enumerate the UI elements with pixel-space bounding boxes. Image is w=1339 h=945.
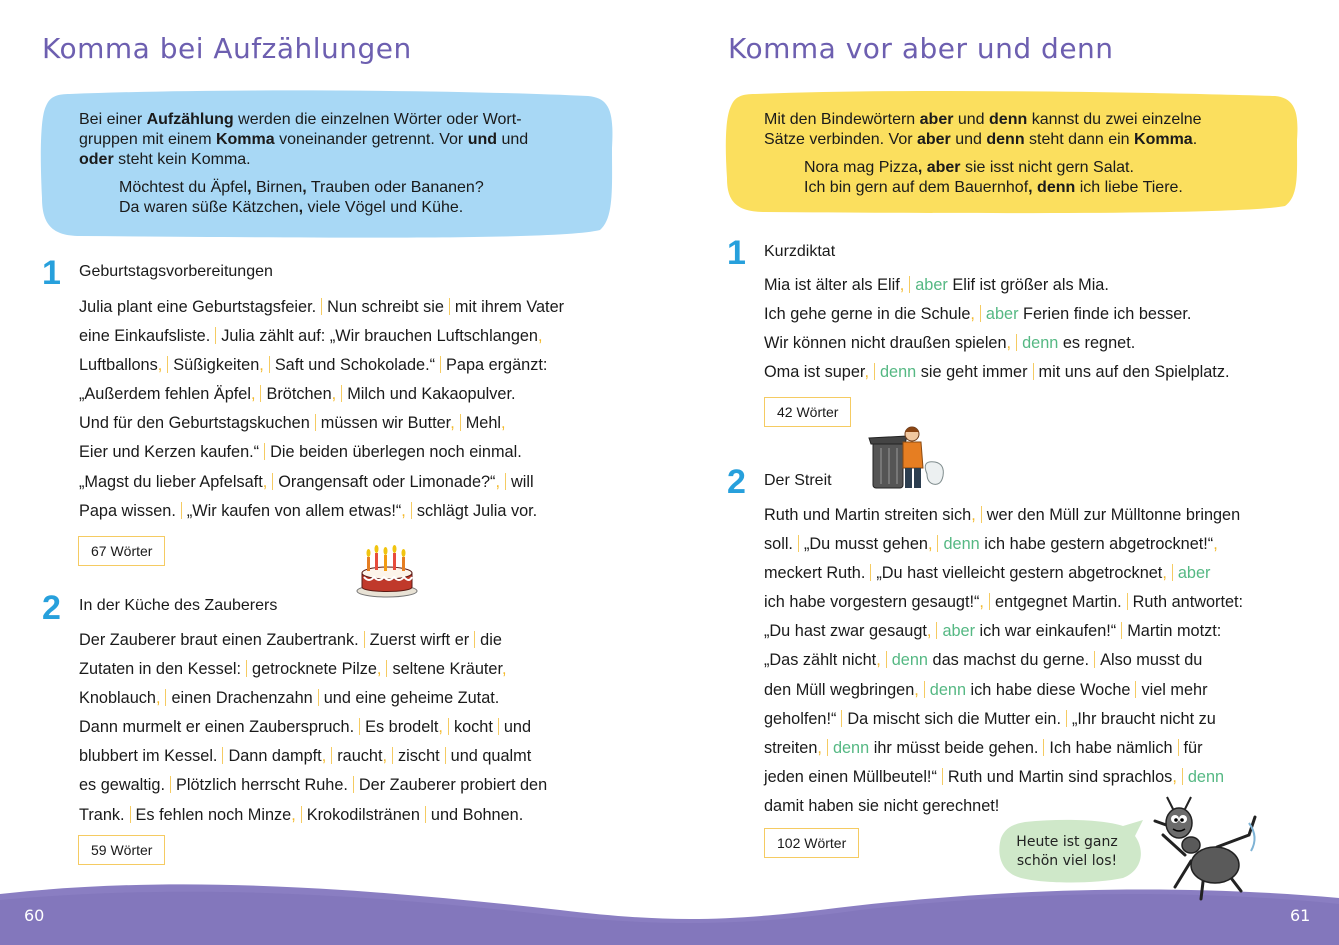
text-line: [764, 646, 1243, 675]
segment-text: Der Zauberer probiert den: [358, 776, 548, 795]
conjunction-word: denn: [879, 363, 917, 382]
segment-text: Oma ist super: [764, 363, 865, 382]
comma-mark: ,: [1213, 535, 1218, 554]
left-page: [0, 0, 669, 945]
segment-text: Mehl: [465, 414, 502, 433]
text-line: [79, 655, 547, 684]
segment-text: „Ihr braucht nicht zu: [1071, 709, 1216, 728]
comma-mark: ,: [250, 385, 256, 404]
segment-text: mit uns auf den Spielplatz.: [1038, 363, 1230, 382]
segment-separator: [1033, 363, 1034, 380]
exercise-text: [764, 501, 1243, 821]
segment-text: es gewaltig.: [79, 776, 165, 795]
text-line: [764, 530, 1243, 559]
conjunction-word: aber: [942, 622, 976, 641]
segment-text: Plötzlich herrscht Ruhe.: [175, 776, 348, 795]
right-page: [669, 0, 1339, 945]
exercise-heading: Der Streit: [764, 472, 832, 489]
text-line: [764, 300, 1229, 329]
segment-text: meckert Ruth.: [764, 564, 866, 583]
text-line: [79, 713, 547, 742]
segment-text: Da mischt sich die Mutter ein.: [847, 709, 1061, 728]
conjunction-word: denn: [1187, 767, 1225, 786]
segment-text: für: [1183, 738, 1203, 757]
segment-text: „Wir kaufen von allem etwas!“: [186, 501, 402, 520]
word-count: 59 Wörter: [78, 835, 165, 865]
segment-text: müssen wir Butter: [320, 414, 451, 433]
segment-separator: [392, 747, 393, 764]
segment-separator: [870, 564, 871, 581]
comma-mark: ,: [914, 680, 919, 699]
segment-text: „Das zählt nicht: [764, 651, 877, 670]
rule-example: Möchtest du Äpfel, Birnen, Trauben oder Bananen?: [119, 179, 484, 196]
segment-text: eine Einkaufsliste.: [79, 327, 211, 346]
rule-line: oder steht kein Komma.: [79, 151, 251, 168]
comma-mark: ,: [382, 747, 388, 766]
segment-text: Trank.: [79, 805, 125, 824]
word-count: 42 Wörter: [764, 397, 851, 427]
segment-text: „Außerdem fehlen Äpfel: [79, 385, 251, 404]
segment-text: Süßigkeiten: [173, 356, 260, 375]
exercise-text: [764, 271, 1229, 387]
text-line: [79, 322, 564, 351]
segment-text: viel mehr: [1141, 680, 1208, 699]
text-line: [764, 705, 1243, 734]
conjunction-word: denn: [832, 738, 870, 757]
segment-separator: [445, 747, 446, 764]
segment-separator: [1066, 710, 1067, 727]
conjunction-word: denn: [929, 680, 967, 699]
segment-text: Luftballons: [79, 356, 158, 375]
segment-text: Papa wissen.: [79, 501, 176, 520]
page-number: 60: [24, 906, 45, 925]
segment-separator: [331, 747, 332, 764]
comma-mark: ,: [438, 718, 443, 737]
comma-mark: ,: [927, 535, 933, 554]
segment-text: will: [511, 472, 534, 491]
comma-mark: ,: [538, 327, 543, 346]
segment-separator: [449, 298, 450, 315]
segment-text: blubbert im Kessel.: [79, 747, 218, 766]
text-line: [79, 409, 564, 438]
segment-text: ihr müsst beide gehen.: [869, 738, 1039, 757]
segment-text: den Müll wegbringen: [764, 680, 915, 699]
segment-text: Ruth und Martin sind sprachlos: [947, 767, 1173, 786]
text-line: [79, 497, 564, 526]
segment-text: Milch und Kakaopulver.: [347, 385, 516, 404]
segment-separator: [364, 631, 365, 648]
text-line: [79, 380, 564, 409]
rule-example: Nora mag Pizza, aber sie isst nicht gern Salat.: [804, 159, 1134, 176]
text-line: [764, 763, 1243, 792]
segment-text: und Bohnen.: [430, 805, 524, 824]
segment-text: Brötchen: [266, 385, 332, 404]
text-line: [764, 559, 1243, 588]
comma-mark: ,: [259, 356, 264, 375]
segment-separator: [359, 718, 360, 735]
comma-mark: ,: [899, 276, 905, 294]
segment-text: die: [480, 631, 502, 649]
segment-text: Zuerst wirft er: [369, 631, 470, 649]
segment-text: Elif ist größer als Mia.: [947, 276, 1109, 294]
exercise-number: 1: [42, 254, 61, 292]
segment-text: Es fehlen noch Minze: [135, 805, 292, 824]
segment-text: streiten: [764, 738, 818, 757]
segment-text: ich habe vorgestern gesaugt!“: [764, 593, 980, 612]
segment-text: soll.: [764, 535, 793, 554]
segment-text: kocht: [453, 718, 493, 737]
segment-text: und: [503, 718, 532, 737]
segment-separator: [841, 710, 842, 727]
segment-text: zischt: [398, 747, 440, 766]
rule-line: gruppen mit einem Komma voneinander getrennt. Vor und und: [79, 131, 529, 148]
segment-separator: [170, 776, 171, 793]
comma-mark: ,: [971, 506, 976, 524]
word-count: 102 Wörter: [764, 828, 859, 858]
segment-separator: [264, 443, 265, 460]
segment-text: Und für den Geburtstagskuchen: [79, 414, 310, 433]
segment-separator: [272, 473, 273, 490]
page-title-right: Komma vor aber und denn: [728, 32, 1114, 65]
text-line: [79, 771, 547, 800]
comma-mark: ,: [970, 305, 975, 324]
text-line: [79, 684, 547, 713]
segment-text: Wir können nicht draußen spielen: [764, 334, 1007, 353]
segment-separator: [1127, 593, 1128, 610]
segment-separator: [460, 414, 461, 431]
segment-text: Nun schreibt sie: [327, 298, 444, 316]
segment-separator: [301, 806, 302, 823]
segment-text: Krokodilstränen: [306, 805, 420, 824]
text-line: [764, 271, 1229, 300]
segment-separator: [315, 414, 316, 431]
text-line: [79, 742, 547, 771]
exercise-text: [79, 293, 564, 526]
segment-text: Zutaten in den Kessel:: [79, 660, 242, 679]
segment-text: seltene Kräuter: [392, 660, 502, 679]
segment-separator: [1016, 334, 1017, 351]
segment-text: raucht: [337, 747, 383, 766]
segment-separator: [167, 356, 168, 373]
comma-mark: ,: [1172, 767, 1177, 786]
segment-text: das machst du gerne.: [927, 651, 1090, 670]
segment-text: getrocknete Pilze: [252, 660, 377, 679]
segment-separator: [1182, 768, 1183, 785]
segment-text: und eine geheime Zutat.: [323, 689, 500, 708]
segment-text: „Du hast vielleicht gestern abgetrocknet: [876, 564, 1163, 583]
segment-text: Dann dampft: [228, 747, 322, 766]
word-count: 67 Wörter: [78, 536, 165, 566]
segment-text: „Magst du lieber Apfelsaft: [79, 472, 263, 491]
comma-mark: ,: [331, 385, 337, 404]
comma-mark: ,: [291, 805, 296, 824]
segment-separator: [222, 747, 223, 764]
segment-separator: [874, 363, 875, 380]
text-line: [79, 351, 564, 380]
segment-separator: [1172, 564, 1173, 581]
segment-separator: [260, 385, 261, 402]
page-title-left: Komma bei Aufzählungen: [42, 32, 412, 65]
boy-with-trash-can-icon: [867, 424, 949, 492]
rule-text-right: [764, 110, 1284, 198]
segment-separator: [386, 660, 387, 677]
segment-text: es regnet.: [1058, 334, 1136, 353]
segment-separator: [181, 502, 182, 519]
comma-mark: ,: [321, 747, 327, 766]
text-line: [79, 801, 547, 830]
segment-text: damit haben sie nicht gerechnet!: [764, 796, 1000, 815]
text-line: [764, 501, 1243, 530]
conjunction-word: denn: [891, 651, 928, 670]
segment-separator: [474, 631, 475, 648]
segment-separator: [425, 806, 426, 823]
text-line: [764, 676, 1243, 705]
segment-text: Ferien finde ich besser.: [1018, 305, 1192, 324]
segment-text: Ruth und Martin streiten sich: [764, 506, 972, 524]
segment-text: Ich habe nämlich: [1049, 738, 1173, 757]
exercise-number: 2: [42, 589, 61, 627]
segment-text: mit ihrem Vater: [454, 298, 565, 316]
segment-separator: [341, 385, 342, 402]
segment-text: Saft und Schokolade.“: [274, 356, 436, 375]
text-line: [79, 626, 547, 655]
comma-mark: ,: [817, 738, 822, 757]
segment-separator: [165, 689, 166, 706]
text-line: [764, 358, 1229, 387]
segment-text: Martin motzt:: [1127, 622, 1222, 641]
conjunction-word: denn: [943, 535, 980, 554]
segment-text: ich war einkaufen!“: [975, 622, 1117, 641]
segment-separator: [269, 356, 270, 373]
comma-mark: ,: [876, 651, 881, 670]
segment-text: jeden einen Müllbeutel!“: [764, 767, 937, 786]
rule-example: Ich bin gern auf dem Bauernhof, denn ich liebe Tiere.: [804, 179, 1183, 196]
segment-text: Orangensaft oder Limonade?“: [278, 472, 496, 491]
exercise-heading: In der Küche des Zauberers: [79, 597, 278, 614]
segment-separator: [989, 593, 990, 610]
segment-separator: [936, 622, 937, 639]
segment-text: sie geht immer: [916, 363, 1028, 382]
segment-separator: [130, 806, 131, 823]
segment-separator: [321, 298, 322, 315]
comma-mark: ,: [450, 414, 455, 433]
segment-separator: [798, 535, 799, 552]
rule-example: Da waren süße Kätzchen, viele Vögel und Kühe.: [119, 199, 464, 216]
segment-text: Ruth antwortet:: [1132, 593, 1244, 612]
segment-separator: [448, 718, 449, 735]
comma-mark: ,: [376, 660, 382, 679]
comma-mark: ,: [262, 472, 268, 491]
segment-separator: [505, 473, 506, 490]
segment-separator: [1178, 739, 1179, 756]
segment-text: ich habe gestern abgetrocknet!“: [979, 535, 1214, 554]
segment-text: und qualmt: [450, 747, 532, 766]
segment-text: schlägt Julia vor.: [416, 501, 538, 520]
segment-separator: [411, 502, 412, 519]
segment-text: Julia plant eine Geburtstagsfeier.: [79, 298, 317, 316]
segment-text: „Du hast zwar gesaugt: [764, 622, 927, 641]
comma-mark: ,: [501, 660, 507, 679]
text-line: [764, 617, 1243, 646]
segment-separator: [1094, 651, 1095, 668]
text-line: [79, 438, 564, 467]
conjunction-word: aber: [1177, 564, 1211, 583]
speech-bubble: Heute ist ganz schön viel los!: [1016, 834, 1118, 869]
text-line: [764, 588, 1243, 617]
segment-text: Knoblauch: [79, 689, 156, 708]
rule-text-left: [79, 110, 599, 218]
segment-separator: [1135, 681, 1136, 698]
rule-line: Bei einer Aufzählung werden die einzelnen Wörter oder Wort-: [79, 111, 522, 128]
segment-text: „Du musst gehen: [803, 535, 928, 554]
comma-mark: ,: [979, 593, 984, 612]
segment-separator: [937, 535, 938, 552]
segment-text: Eier und Kerzen kaufen.“: [79, 443, 260, 462]
comma-mark: ,: [401, 501, 406, 520]
text-line: [764, 329, 1229, 358]
segment-text: Es brodelt: [365, 718, 439, 737]
segment-separator: [980, 305, 981, 322]
segment-separator: [318, 689, 319, 706]
segment-text: Der Zauberer braut einen Zaubertrank.: [79, 631, 359, 649]
conjunction-word: aber: [915, 276, 948, 294]
segment-separator: [981, 506, 982, 523]
comma-mark: ,: [1162, 564, 1167, 583]
segment-separator: [1043, 739, 1044, 756]
rule-line: Mit den Bindewörtern aber und denn kannst du zwei einzelne: [764, 111, 1202, 128]
segment-separator: [886, 651, 887, 668]
segment-separator: [942, 768, 943, 785]
segment-separator: [827, 739, 828, 756]
comma-mark: ,: [501, 414, 506, 433]
comma-mark: ,: [495, 472, 501, 491]
page-number: 61: [1290, 906, 1311, 925]
exercise-heading: Geburtstagsvorbereitungen: [79, 263, 273, 280]
birthday-cake-icon: [354, 543, 420, 599]
segment-separator: [924, 681, 925, 698]
segment-text: ich habe diese Woche: [966, 680, 1131, 699]
segment-separator: [246, 660, 247, 677]
exercise-heading: Kurzdiktat: [764, 243, 836, 260]
comma-mark: ,: [155, 689, 161, 708]
segment-text: Dann murmelt er einen Zauberspruch.: [79, 718, 355, 737]
comma-mark: ,: [157, 356, 163, 375]
text-line: [79, 468, 564, 497]
segment-text: Papa ergänzt:: [446, 356, 548, 375]
segment-text: Julia zählt auf: „Wir brauchen Luftschlangen: [221, 327, 538, 346]
segment-separator: [440, 356, 441, 373]
conjunction-word: aber: [985, 305, 1019, 324]
segment-text: Ich gehe gerne in die Schule: [764, 305, 971, 324]
segment-text: Also musst du: [1100, 651, 1203, 670]
segment-separator: [215, 327, 216, 344]
rule-line: Sätze verbinden. Vor aber und denn steht dann ein Komma.: [764, 131, 1198, 148]
comma-mark: ,: [926, 622, 932, 641]
exercise-text: [79, 626, 547, 830]
segment-separator: [909, 276, 910, 293]
segment-text: entgegnet Martin.: [994, 593, 1122, 612]
segment-text: Die beiden überlegen noch einmal.: [270, 443, 522, 462]
ant-character-icon: [1145, 795, 1265, 905]
segment-separator: [498, 718, 499, 735]
exercise-number: 1: [727, 234, 746, 272]
segment-separator: [353, 776, 354, 793]
segment-text: einen Drachenzahn: [171, 689, 313, 708]
comma-mark: ,: [864, 363, 869, 382]
text-line: [764, 734, 1243, 763]
comma-mark: ,: [1006, 334, 1012, 353]
segment-text: wer den Müll zur Mülltonne bringen: [986, 506, 1241, 524]
segment-text: Mia ist älter als Elif: [764, 276, 900, 294]
text-line: [79, 293, 564, 322]
segment-text: geholfen!“: [764, 709, 837, 728]
conjunction-word: denn: [1022, 334, 1059, 353]
exercise-number: 2: [727, 463, 746, 501]
segment-separator: [1121, 622, 1122, 639]
